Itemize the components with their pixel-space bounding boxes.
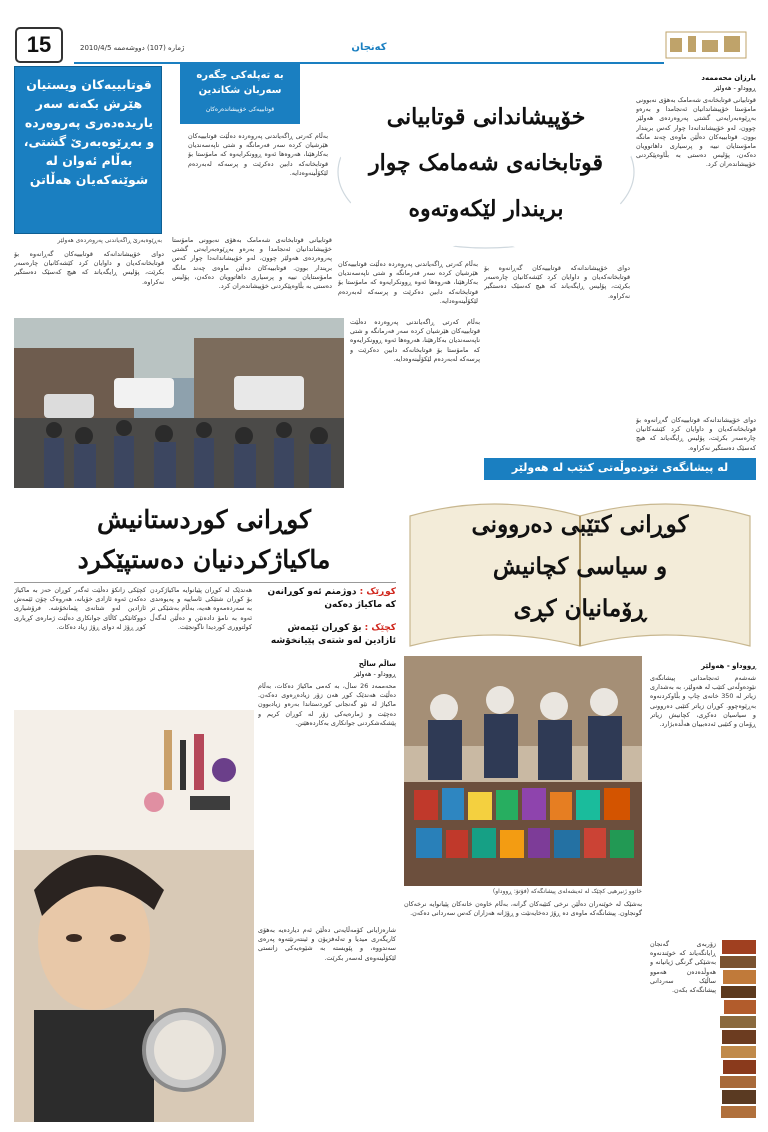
article3-body-3: کچێکی زانکۆ دەڵێت ئەگەر کوڕان حەز بە ماکیاژ دەکەن ئەوە ئازادی خۆیانە، هەروەک چۆن ئێمەش ئازادین لەو شتانەی پێمانخۆشە. فرۆشیاری دووکانێکی کاڵای جوانکاری دەڵێت ژمارەی کڕیاری کوڕ ڕۆژ لە دوای ڕۆژ زیاد دەکات. bbox=[14, 586, 146, 631]
article3-author: ساڵم ساڵح bbox=[358, 660, 396, 668]
article3-body-2: هەندێک لە کوڕان پێیانوایە ماکیاژکردن بۆ کوڕان شتێکی ئاساییە و پەیوەندی بە سەردەمەوە هەیە، بەڵام بەشێکی تر ئەوە بە نامۆ دادەنێن و دەڵێن لەگەڵ کولتووری کوردیدا ناگونجێت. bbox=[150, 586, 252, 631]
article1-author-sub: ڕووداو - هەولێر bbox=[713, 84, 756, 92]
article1-body-mid-2: قوتابیانی قوتابخانەی شەمامک بەهۆی نەبوونی مامۆستا خۆپیشاندانیان ئەنجامدا و بەرەو بەڕێوەبەرایەتی گشتی پەروەردەی هەولێر چوون، لەو خۆپیشاندانەدا چوار کەس بریندار بوون. قوتابییەکان دەڵێن ماوەی چەند مانگە مامۆستایان نییە و پرسیاری داهاتوویان دەکەن، پۆلیس دەستی بە بڵاوەپێکردنی خۆپیشاندەران کرد. bbox=[172, 236, 332, 291]
sidebar-box-title: بە تەپلەکی جگەرە سەربان شکاندین bbox=[196, 70, 284, 96]
protest-photo bbox=[14, 318, 344, 488]
article2-body-right-2: زۆربەی گەنجان ڕایانگەیاند کە خوێندنەوە بەشێکی گرنگی ژیانیانە و هەوڵدەدەن هەموو ساڵێک سەردانی پیشانگەکە بکەن. bbox=[650, 940, 716, 995]
article1-body-mid-1: بەڵام کەرتی ڕاگەیاندنی پەروەردە دەڵێت قوتابییەکان هێرشیان کردە سەر فەرمانگە و شتی ناپەسەندیان بەکارهێنا، هەروەها ئەوە ڕوونکرایەوە کە مامۆستا بۆ قوتابخانەکە دابین دەکرێت و پرسەکە لەبەردەم لێکۆڵینەوەدایە. bbox=[188, 132, 328, 177]
bookfair-photo bbox=[404, 656, 642, 886]
subhead-2-text: بۆ کوڕان ئێمەش ئازادین لەو شتەی پێیانخۆشە bbox=[270, 623, 396, 646]
article1-banner-text: لە پیشانگەی نێودەوڵەتی کتێب لە هەولێر bbox=[511, 461, 729, 474]
article1-body-right-2: دوای خۆپیشاندانەکە قوتابییەکان گەڕانەوە بۆ قوتابخانەکەیان و داوایان کرد کێشەکانیان چارەسەر بکرێت، پۆلیس ڕایگەیاند کە هیچ کەسێک دەستگیر نەکراوە. bbox=[636, 416, 756, 452]
article1-title: خۆپیشاندانی قوتابیانی قوتابخانەی شەمامک چوار بریندار لێکەوتەوە bbox=[368, 104, 604, 222]
article2-body-right: شەشەم ئەنجامدانی پیشانگەی نێودەوڵەتی کتێب لە هەولێر، بە بەشداری زیاتر لە 350 خانەی چاپ و بڵاوکردنەوە بەڕێوەچوو. کوڕان زیاتر کتێبی دەروونی و سیاسیان دەکڕی، کچانیش زیاتر ڕۆمان و کتێبی ئەدەبییان هەڵدەبژارد. bbox=[650, 674, 756, 729]
article1-body-mid-5: بەڵام کەرتی ڕاگەیاندنی پەروەردە دەڵێت قوتابییەکان هێرشیان کردە سەر فەرمانگە و شتی ناپەسەندیان بەکارهێنا، هەروەها ئەوە ڕوونکرایەوە کە مامۆستا بۆ قوتابخانەکە دابین دەکرێت و پرسەکە لەبەردەم لێکۆڵینەوەدایە. bbox=[350, 318, 480, 363]
article1-title-cloud bbox=[336, 80, 636, 260]
article1-body-right: قوتابیانی قوتابخانەی شەمامک بەهۆی نەبوونی مامۆستا خۆپیشاندانیان ئەنجامدا و بەرەو بەڕێوەبەرایەتی گشتی پەروەردەی هەولێر چوون، لەو خۆپیشاندانەدا چوار کەس بریندار بوون. قوتابییەکان دەڵێن ماوەی چەند مانگە مامۆستایان نییە و پرسیاری داهاتوویان دەکەن، پۆلیس دەستی بە بڵاوەپێکردنی خۆپیشاندەران کرد. bbox=[636, 96, 756, 169]
article3-subhead-1 bbox=[258, 586, 396, 612]
article2-body-mid: بەشێک لە خوێنەران دەڵێن نرخی کتێبەکان گرانە، بەڵام خاوەن خانەکان پێیانوایە نرخەکان گونجاون. پیشانگەکە ماوەی دە ڕۆژ دەخایەنێت و ڕۆژانە هەزاران کەس سەردانی دەکەن. bbox=[404, 900, 642, 918]
brand-text bbox=[664, 28, 665, 29]
header-rule bbox=[74, 62, 664, 64]
article1-body-mid-3: بەڵام کەرتی ڕاگەیاندنی پەروەردە دەڵێت قوتابییەکان هێرشیان کردە سەر فەرمانگە و شتی ناپەسەندیان بەکارهێنا، هەروەها ئەوە ڕوونکرایەوە کە مامۆستا بۆ قوتابخانەکە دابین دەکرێت و پرسەکە لەبەردەم لێکۆڵینەوەدایە. bbox=[338, 260, 478, 305]
article1-body-mid-4: دوای خۆپیشاندانەکە قوتابییەکان گەڕانەوە بۆ قوتابخانەکەیان و داوایان کرد کێشەکانیان چارەسەر بکرێت، پۆلیس ڕایگەیاند کە هیچ کەسێک دەستگیر نەکراوە. bbox=[484, 264, 630, 300]
article1-author: بارزان محەممەد bbox=[701, 74, 756, 82]
article3-subhead-2 bbox=[258, 622, 396, 648]
subhead-1-label: کوڕێک : bbox=[359, 587, 396, 597]
quote-box bbox=[14, 66, 162, 234]
quote-text: قوتابییەکان ویستیان هێرش بکەنە سەر یاریدەدەری پەروەردە و بەڕێوەبەرێ گشتی، بەڵام ئەوان لە شوێنەکەیان هەڵاتن bbox=[23, 77, 155, 187]
page-header bbox=[14, 22, 756, 68]
article3-rule bbox=[14, 582, 396, 583]
makeup-photo-image bbox=[14, 710, 254, 1122]
subhead-2-label: کچێک : bbox=[364, 623, 396, 633]
article3-body-1: محەممەد 26 ساڵ، بە کەمی ماکیاژ دەکات، بەڵام دەڵێت هەندێک کوڕ هەن زۆر زیادەڕەوی دەکەن. ماکیاژ لە نێو گەنجانی کوردستاندا بەرەو زیادبوون دەچێت و ژمارەیەکی زۆر لە کوڕان کریم و پێشکەشکردنی جوانکاری بەکاردەهێنن. bbox=[258, 682, 396, 727]
issue-info: ژماره (107) دووشەممە 2010/4/5 bbox=[80, 44, 185, 52]
page-number-text: 15 bbox=[26, 32, 52, 57]
subhead-1-text: دوژمنم ئەو کوڕانەن کە ماکیاژ دەکەن bbox=[267, 587, 396, 610]
article2-title-area bbox=[404, 486, 756, 654]
article3-body-4: شارەزایانی کۆمەڵایەتی دەڵێن ئەم دیاردەیە بەهۆی کاریگەری میدیا و تەلەفزیۆن و ئینتەرنێتەوە پەرەی سەندووە، و پێویستە بە شێوەیەکی زانستی لێکۆڵینەوەی لەسەر بکرێت. bbox=[258, 926, 396, 962]
section-name: کەنجان bbox=[351, 42, 387, 53]
book-stack-image bbox=[718, 930, 758, 1120]
makeup-photo bbox=[14, 710, 254, 1122]
bookfair-caption: خاتوو ژنیرهیی کچێک لە ئەیشەلەی پیشانگەکە (فۆتۆ: ڕووداو) bbox=[492, 888, 642, 895]
bookfair-photo-image bbox=[404, 656, 642, 886]
book-stack-icon bbox=[718, 930, 758, 1120]
article1-banner bbox=[484, 458, 756, 480]
article3-author-sub: ڕووداو - هەولێر bbox=[353, 670, 396, 678]
sidebar-box bbox=[180, 62, 300, 124]
article2-author: ڕووداو - هەولێر bbox=[701, 662, 756, 670]
brand-logo-icon bbox=[664, 28, 748, 62]
sidebar-box-sub: قوتابییەکی خۆپیشاندەرەکان bbox=[205, 106, 275, 113]
brand-logo bbox=[664, 28, 748, 62]
quote-source: بەڕێوەبەرێ ڕاگەیاندنی پەروەردەی هەولێر bbox=[57, 237, 162, 244]
article1-body-left: دوای خۆپیشاندانەکە قوتابییەکان گەڕانەوە بۆ قوتابخانەکەیان و داوایان کرد کێشەکانیان چارەسەر بکرێت، پۆلیس ڕایگەیاند کە هیچ کەسێک دەستگیر نەکراوە. bbox=[14, 250, 164, 286]
protest-photo-image bbox=[14, 318, 344, 488]
page-number bbox=[14, 22, 66, 66]
article2-title: کوڕانی کتێبی دەروونی و سیاسی کچانیش ڕۆمانیان کڕی bbox=[471, 511, 689, 622]
article3-title: کوڕانی کوردستانیش ماکیاژکردنیان دەستپێکرد bbox=[77, 505, 331, 574]
